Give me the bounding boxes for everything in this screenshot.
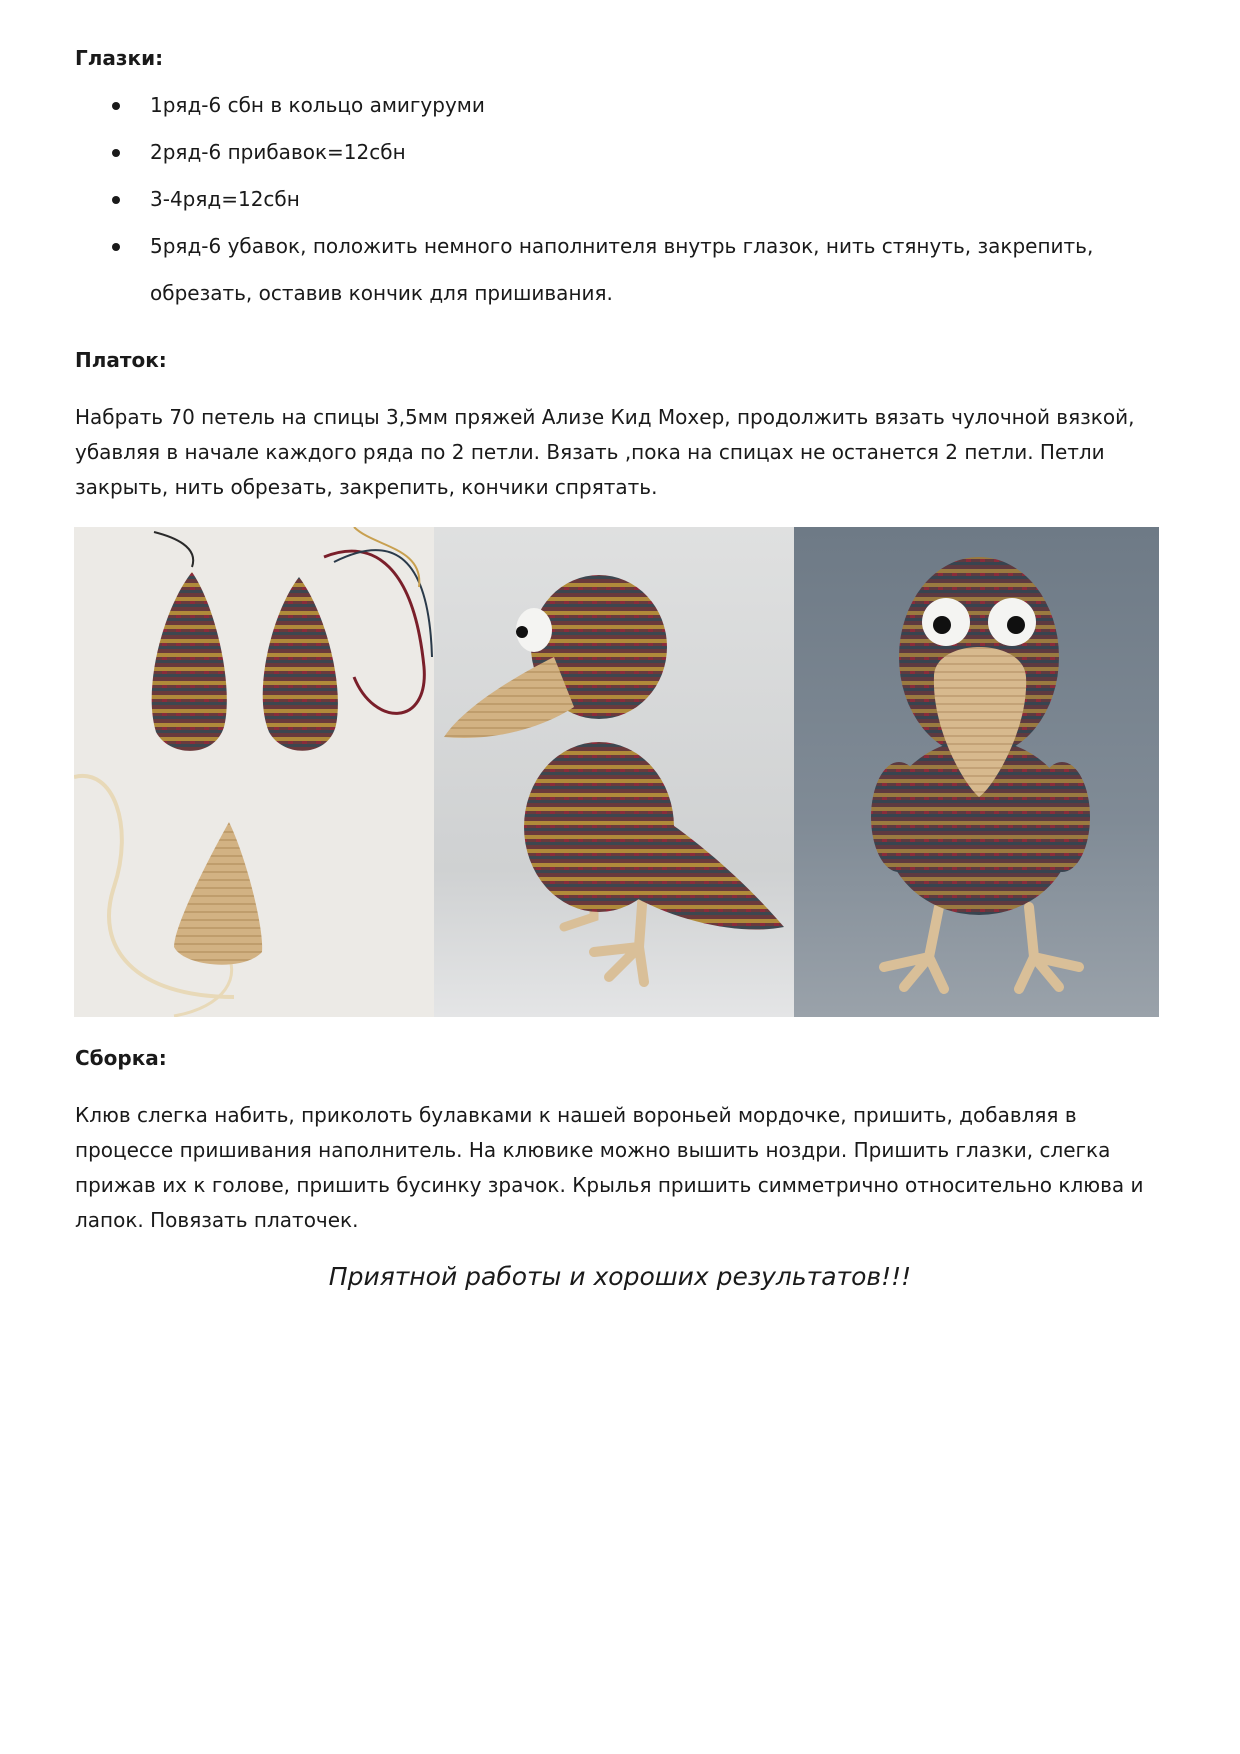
- photo-crow-front-view: [794, 527, 1159, 1017]
- assembly-instructions: Клюв слегка набить, приколоть булавками к нашей вороньей мордочке, пришить, добавляя в процессе пришивания наполнитель. На клювике можно вышить ноздри. Пришить глазки, слегка прижав их к голове, пришить бусинку зрачок. Крылья пришить симметрично относительно клюва и лапок. Повязать платочек.: [75, 1103, 1144, 1232]
- eyes-heading: Глазки:: [75, 46, 164, 70]
- list-item: 2ряд-6 прибавок=12сбн: [75, 129, 1115, 176]
- list-item: 1ряд-6 сбн в кольцо амигуруми: [75, 82, 1115, 129]
- photo-strip: [74, 527, 1159, 1017]
- photo-wings-and-beak: [74, 527, 434, 1017]
- scarf-heading: Платок:: [75, 348, 167, 372]
- list-item: 3-4ряд=12сбн: [75, 176, 1115, 223]
- eyes-steps-list: [75, 82, 1115, 317]
- photo-crow-side-view: [434, 527, 794, 1017]
- list-item: 5ряд-6 убавок, положить немного наполнителя внутрь глазок, нить стянуть, закрепить, обрезать, оставив кончик для пришивания.: [75, 223, 1115, 317]
- closing-wish: Приятной работы и хороших результатов!!!: [328, 1262, 912, 1291]
- scarf-instructions: Набрать 70 петель на спицы 3,5мм пряжей Ализе Кид Мохер, продолжить вязать чулочной вязкой, убавляя в начале каждого ряда по 2 петли. Вязать ,пока на спицах не останется 2 петли. Петли закрыть, нить обрезать, закрепить, кончики спрятать.: [75, 405, 1135, 499]
- assembly-heading: Сборка:: [75, 1046, 167, 1070]
